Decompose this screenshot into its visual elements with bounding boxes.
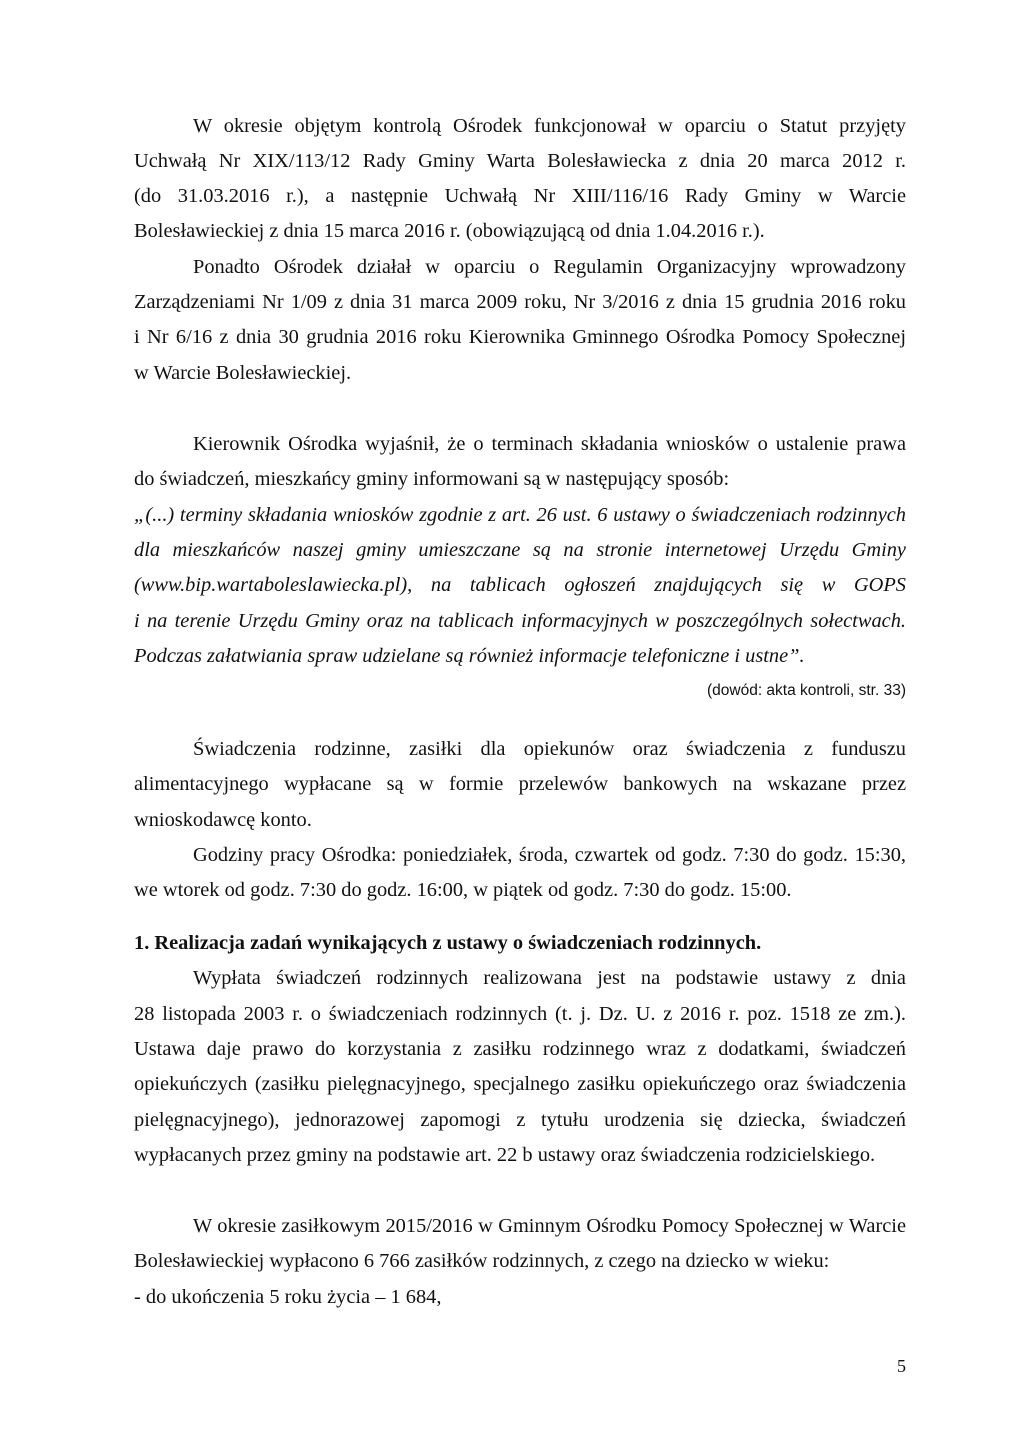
paragraph-6-line-3: Ustawa daje prawo do korzystania z zasiłku rodzinnego wraz z dodatkami, świadczeń — [134, 1038, 906, 1060]
paragraph-3-line-2: do świadczeń, mieszkańcy gminy informowani są w następujący sposób: — [134, 468, 730, 490]
paragraph-6-line-4: opiekuńczych (zasiłku pielęgnacyjnego, specjalnego zasiłku opiekuńczego oraz świadczenia — [134, 1073, 906, 1095]
paragraph-6-line-6: wypłacanych przez gminy na podstawie art. 22 b ustawy oraz świadczenia rodzicielskiego. — [134, 1144, 876, 1166]
paragraph-2-line-1: Ponadto Ośrodek działał w oparciu o Regulamin Organizacyjny wprowadzony — [193, 256, 906, 278]
paragraph-5-line-1: Godziny pracy Ośrodka: poniedziałek, środa, czwartek od godz. 7:30 do godz. 15:30, — [193, 844, 906, 866]
section-1-heading: 1. Realizacja zadań wynikających z ustawy o świadczeniach rodzinnych. — [134, 932, 762, 954]
quote-line-1: „(...) terminy składania wniosków zgodnie z art. 26 ust. 6 ustawy o świadczeniach rodzinnych — [134, 504, 906, 526]
paragraph-1-line-3: (do 31.03.2016 r.), a następnie Uchwałą Nr XIII/116/16 Rady Gminy w Warcie — [134, 185, 906, 207]
paragraph-6-line-5: pielęgnacyjnego), jednorazowej zapomogi z tytułu urodzenia się dziecka, świadczeń — [134, 1109, 906, 1131]
paragraph-6-line-1: Wypłata świadczeń rodzinnych realizowana jest na podstawie ustawy z dnia — [193, 967, 906, 989]
paragraph-7-line-3: - do ukończenia 5 roku życia – 1 684, — [134, 1286, 442, 1308]
paragraph-2-line-3: i Nr 6/16 z dnia 30 grudnia 2016 roku Kierownika Gminnego Ośrodka Pomocy Społecznej — [134, 326, 906, 348]
paragraph-1-line-4: Bolesławieckiej z dnia 15 marca 2016 r. (obowiązującą od dnia 1.04.2016 r.). — [134, 220, 765, 242]
paragraph-3-line-1: Kierownik Ośrodka wyjaśnił, że o terminach składania wniosków o ustalenie prawa — [193, 433, 906, 455]
paragraph-4-line-2: alimentacyjnego wypłacane są w formie przelewów bankowych na wskazane przez — [134, 773, 906, 795]
evidence-note: (dowód: akta kontroli, str. 33) — [706, 682, 906, 699]
quote-line-4: i na terenie Urzędu Gminy oraz na tablicach informacyjnych w poszczególnych sołectwach. — [134, 610, 906, 632]
paragraph-7-line-1: W okresie zasiłkowym 2015/2016 w Gminnym Ośrodku Pomocy Społecznej w Warcie — [193, 1215, 906, 1237]
quote-line-5: Podczas załatwiania spraw udzielane są również informacje telefoniczne i ustne”. — [134, 645, 805, 667]
paragraph-5-line-2: we wtorek od godz. 7:30 do godz. 16:00, w piątek od godz. 7:30 do godz. 15:00. — [134, 879, 792, 901]
paragraph-4-line-1: Świadczenia rodzinne, zasiłki dla opiekunów oraz świadczenia z funduszu — [193, 738, 906, 760]
paragraph-4-line-3: wnioskodawcę konto. — [134, 809, 312, 831]
quote-line-2: dla mieszkańców naszej gminy umieszczane są na stronie internetowej Urzędu Gminy — [134, 539, 906, 561]
page-number: 5 — [897, 1356, 906, 1376]
quote-line-3: (www.bip.wartaboleslawiecka.pl), na tablicach ogłoszeń znajdujących się w GOPS — [134, 574, 906, 596]
paragraph-1-line-2: Uchwałą Nr XIX/113/12 Rady Gminy Warta Bolesławiecka z dnia 20 marca 2012 r. — [134, 150, 906, 172]
paragraph-7-line-2: Bolesławieckiej wypłacono 6 766 zasiłków rodzinnych, z czego na dziecko w wieku: — [134, 1250, 830, 1272]
paragraph-2-line-2: Zarządzeniami Nr 1/09 z dnia 31 marca 2009 roku, Nr 3/2016 z dnia 15 grudnia 2016 roku — [134, 291, 906, 313]
paragraph-2-line-4: w Warcie Bolesławieckiej. — [134, 362, 352, 384]
paragraph-1-line-1: W okresie objętym kontrolą Ośrodek funkcjonował w oparciu o Statut przyjęty — [193, 115, 906, 137]
paragraph-6-line-2: 28 listopada 2003 r. o świadczeniach rodzinnych (t. j. Dz. U. z 2016 r. poz. 1518 ze zm.). — [134, 1003, 906, 1025]
